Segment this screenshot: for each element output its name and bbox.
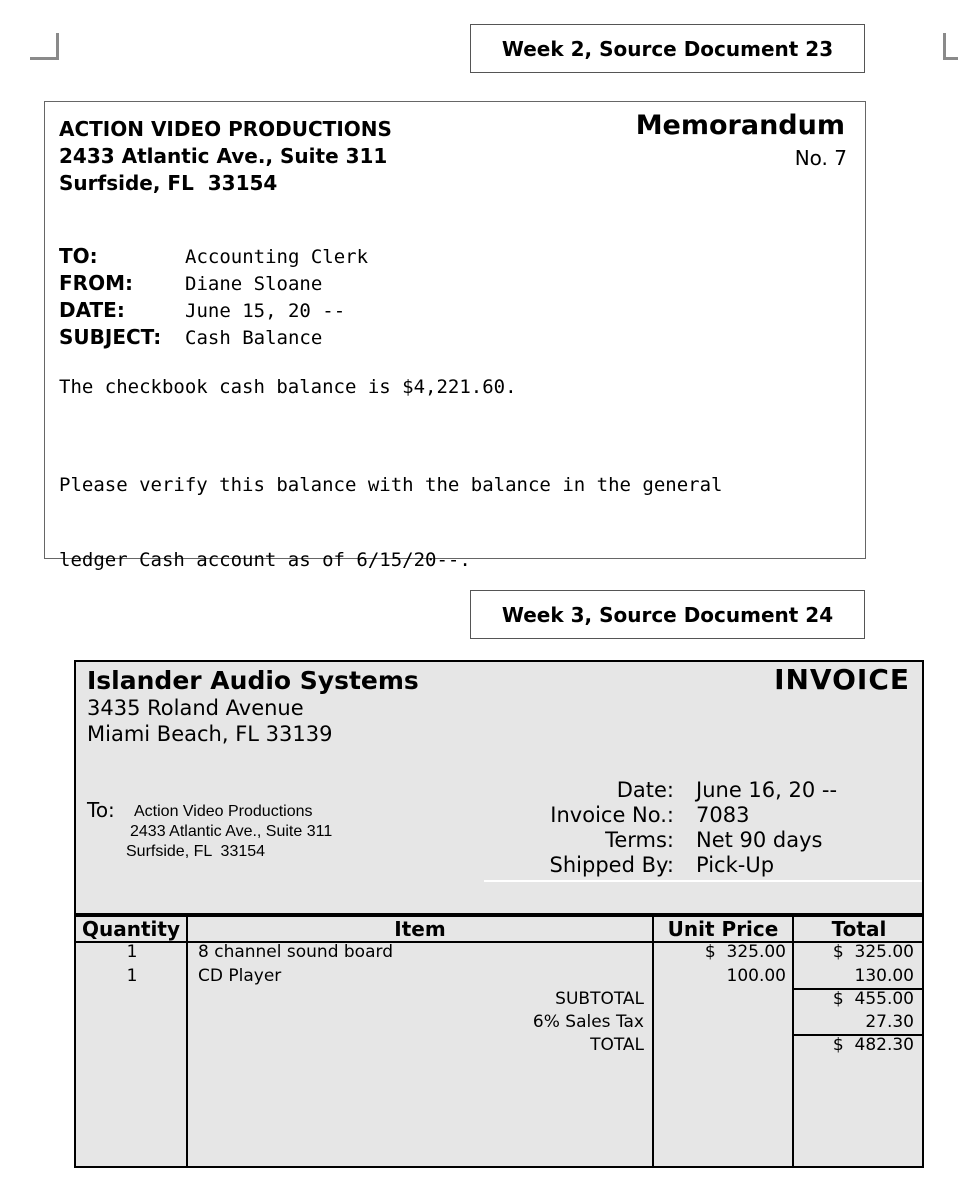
- invoice-meta-row: [484, 778, 922, 803]
- invoice-to-city: Surfside, FL 33154: [126, 843, 266, 860]
- memo-header-key: DATE:: [59, 298, 125, 322]
- invoice-title: INVOICE: [774, 663, 910, 696]
- invoice-meta-value: Net 90 days: [696, 828, 823, 852]
- column-header-unit-price: Unit Price: [667, 917, 779, 941]
- column-header-total: Total: [831, 917, 887, 941]
- memo-header-row: [59, 325, 368, 352]
- invoice-vendor-name: Islander Audio Systems: [87, 666, 419, 695]
- item-total: $ 325.00: [832, 942, 914, 962]
- sales-tax-value: 27.30: [865, 1012, 914, 1032]
- invoice-meta-key: Shipped By:: [549, 853, 674, 877]
- column-header-item: Item: [394, 917, 446, 941]
- memo-header-value: Accounting Clerk: [185, 246, 369, 268]
- invoice-meta-row: [484, 828, 922, 853]
- invoice-meta-row: [484, 853, 922, 878]
- source-document-23-label: Week 2, Source Document 23: [470, 24, 865, 73]
- memo-header-key: FROM:: [59, 271, 133, 295]
- invoice-vendor-city: Miami Beach, FL 33139: [87, 722, 333, 746]
- item-unit-price: 100.00: [726, 966, 786, 986]
- memo-header-row: [59, 244, 368, 271]
- memo-header-value: Cash Balance: [185, 327, 323, 349]
- invoice-vendor-street: 3435 Roland Avenue: [87, 696, 304, 720]
- memo-company-name: ACTION VIDEO PRODUCTIONS: [59, 117, 392, 141]
- memo-company-street: 2433 Atlantic Ave., Suite 311: [59, 144, 388, 168]
- invoice-to-name: Action Video Productions: [134, 803, 313, 820]
- invoice-to-label: To:: [87, 798, 115, 822]
- item-description: CD Player: [198, 966, 282, 986]
- memo-title: Memorandum: [635, 110, 845, 141]
- invoice-meta-row: [484, 803, 922, 828]
- subtotal-value: $ 455.00: [832, 989, 914, 1009]
- invoice-to-street: 2433 Atlantic Ave., Suite 311: [130, 823, 333, 840]
- memo-company-city: Surfside, FL 33154: [59, 171, 278, 195]
- memo-header-row: [59, 298, 368, 325]
- invoice-meta-key: Date:: [616, 778, 674, 802]
- memo-number: No. 7: [794, 146, 847, 170]
- invoice-meta: [484, 778, 922, 882]
- memo-header-row: [59, 271, 368, 298]
- invoice-to-address: [126, 802, 333, 862]
- memo-paragraph-1: The checkbook cash balance is $4,221.60.: [59, 376, 517, 398]
- total-value: $ 482.30: [832, 1035, 914, 1055]
- invoice-meta-value: Pick-Up: [696, 853, 775, 877]
- crop-mark-right: [943, 33, 958, 60]
- total-label: TOTAL: [590, 1035, 644, 1055]
- invoice-meta-key: Terms:: [605, 828, 674, 852]
- memo-header-value: Diane Sloane: [185, 273, 323, 295]
- item-total: 130.00: [854, 966, 914, 986]
- memo-header-value: June 15, 20 --: [185, 300, 346, 322]
- source-document-24-label: Week 3, Source Document 24: [470, 590, 865, 639]
- item-quantity: 1: [126, 966, 138, 986]
- invoice-meta-key: Invoice No.:: [550, 803, 674, 827]
- item-description: 8 channel sound board: [198, 942, 393, 962]
- item-unit-price: $ 325.00: [704, 942, 786, 962]
- item-quantity: 1: [126, 942, 138, 962]
- invoice-meta-value: June 16, 20 --: [696, 778, 838, 802]
- invoice-vendor-address: [87, 695, 332, 747]
- invoice: [74, 660, 924, 1168]
- invoice-meta-value: 7083: [696, 803, 750, 827]
- memo-header-key: TO:: [59, 244, 98, 268]
- memorandum: [44, 101, 866, 571]
- sales-tax-label: 6% Sales Tax: [532, 1012, 644, 1032]
- column-header-quantity: Quantity: [82, 917, 180, 941]
- subtotal-label: SUBTOTAL: [555, 989, 644, 1009]
- memo-paragraph-2-line-1: Please verify this balance with the balance in the general: [59, 474, 723, 496]
- memo-paragraph-2-line-2: ledger Cash account as of 6/15/20--.: [59, 549, 471, 571]
- crop-mark-left: [30, 33, 59, 60]
- memo-header: [59, 244, 368, 352]
- memo-header-key: SUBJECT:: [59, 325, 162, 349]
- memo-company-block: [59, 116, 392, 197]
